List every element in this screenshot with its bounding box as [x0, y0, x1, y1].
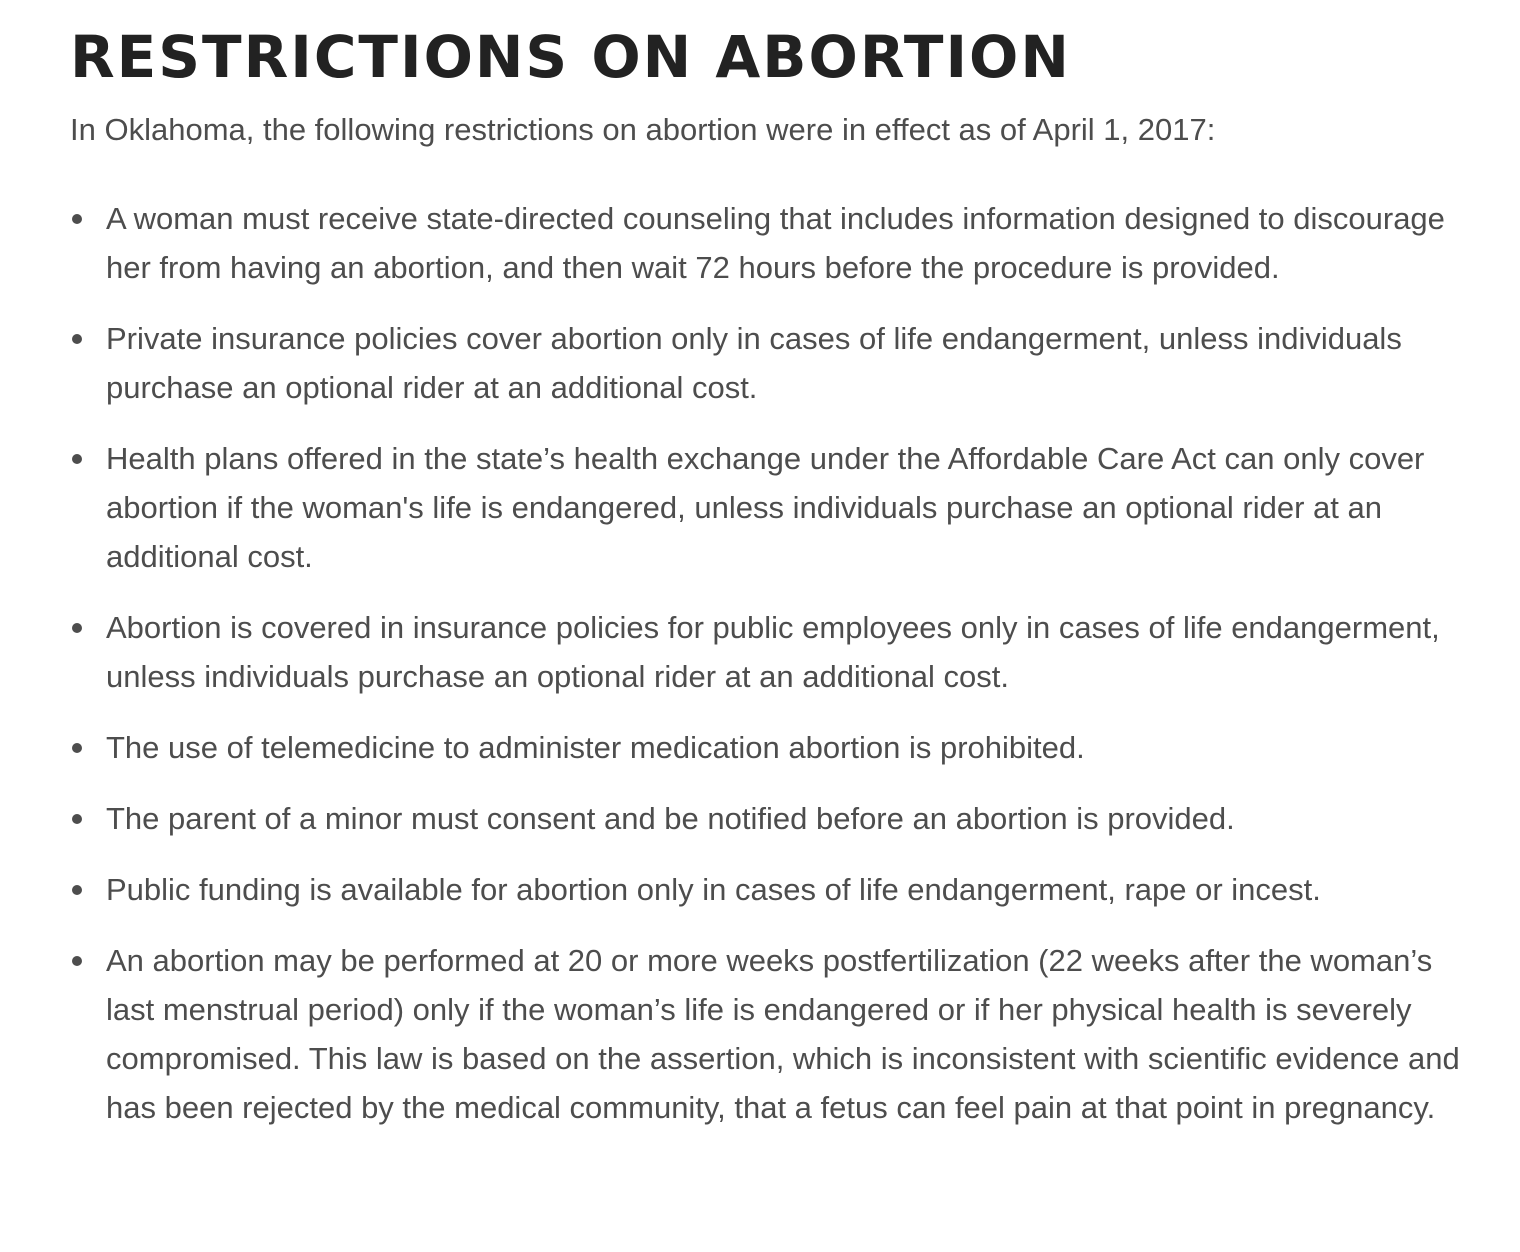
list-item-text: The use of telemedicine to administer medication abortion is prohibited.: [106, 730, 1085, 765]
list-item: [70, 936, 1480, 1132]
article-section: [70, 22, 1480, 1154]
list-item-text: Public funding is available for abortion only in cases of life endangerment, rape or incest.: [106, 872, 1321, 907]
bullet-icon: [72, 214, 82, 224]
bullet-icon: [72, 885, 82, 895]
list-item-text: A woman must receive state-directed counseling that includes information designed to discourage her from having an abortion, and then wait 72 hours before the procedure is provided.: [106, 201, 1445, 285]
bullet-icon: [72, 623, 82, 633]
list-item: [70, 723, 1480, 772]
list-item: [70, 603, 1480, 701]
bullet-icon: [72, 334, 82, 344]
list-item: [70, 434, 1480, 581]
list-item-text: Health plans offered in the state’s health exchange under the Affordable Care Act can only cover abortion if the woman's life is endangered, unless individuals purchase an optional rider at an additional cost.: [106, 441, 1425, 574]
list-item: [70, 194, 1480, 292]
list-item-text: The parent of a minor must consent and be notified before an abortion is provided.: [106, 801, 1235, 836]
list-item: [70, 865, 1480, 914]
bullet-icon: [72, 743, 82, 753]
intro-paragraph: In Oklahoma, the following restrictions on abortion were in effect as of April 1, 2017:: [70, 112, 1216, 147]
list-item-text: Private insurance policies cover abortion only in cases of life endangerment, unless individuals purchase an optional rider at an additional cost.: [106, 321, 1402, 405]
list-item-text: Abortion is covered in insurance policies for public employees only in cases of life endangerment, unless individuals purchase an optional rider at an additional cost.: [106, 610, 1440, 694]
bullet-icon: [72, 956, 82, 966]
restrictions-list: [70, 194, 1480, 1132]
bullet-icon: [72, 814, 82, 824]
list-item-text: An abortion may be performed at 20 or more weeks postfertilization (22 weeks after the woman’s last menstrual period) only if the woman’s life is endangered or if her physical health is severely compromised. This law is based on the assertion, which is inconsistent with scientific evidence and has been rejected by the medical community, that a fetus can feel pain at that point in pregnancy.: [106, 943, 1460, 1125]
bullet-icon: [72, 454, 82, 464]
list-item: [70, 794, 1480, 843]
page-title: RESTRICTIONS ON ABORTION: [70, 23, 1071, 91]
list-item: [70, 314, 1480, 412]
